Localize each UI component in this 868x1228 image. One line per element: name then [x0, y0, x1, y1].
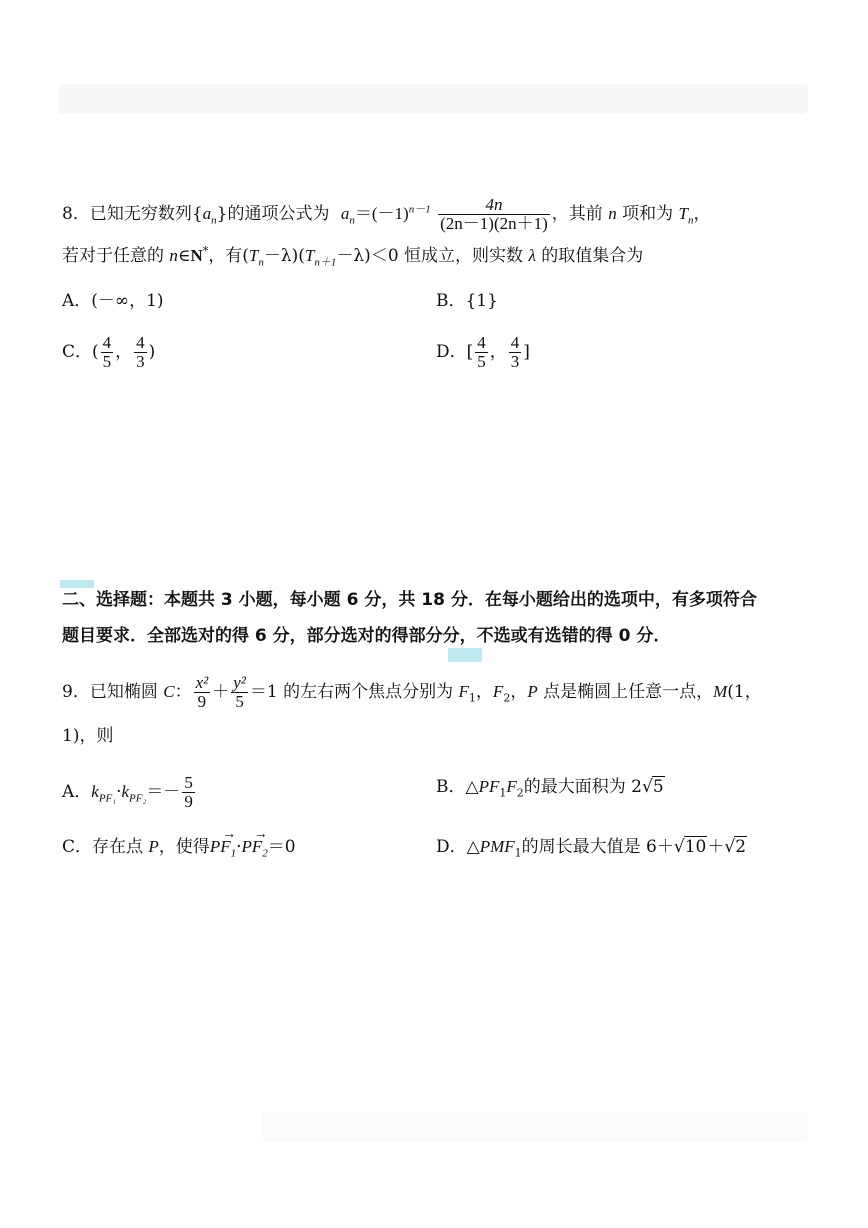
q9-line1: 9．已知椭圆 C： $\frac{\text{x²}}{9}$ ＋ $\frac{\text{y²}}{5}$ ＝1 的左右两个焦点分别为 $F_1$，$F_2$，P 点是椭圆上任意一点，M(1， — [62, 673, 762, 711]
faded-header-strip — [58, 84, 808, 114]
q8-option-b[interactable]: B．{1} — [436, 291, 498, 311]
cyan-mark — [448, 648, 482, 662]
q8-option-d[interactable]: D．[ $\frac{4}{5}$ ， $\frac{4}{3}$ ] — [436, 333, 530, 371]
cyan-mark — [60, 580, 94, 588]
sqrt-symbol: √ — [724, 837, 736, 857]
q9-option-d[interactable]: D．$\triangle PMF_1$的周长最大值是 6＋√10＋√2 — [436, 837, 747, 860]
section2-line1: 二、选择题：本题共 3 小题，每小题 6 分，共 18 分．在每小题给出的选项中，有多项符合 — [62, 590, 757, 610]
vector-pf1: → $PF_1$ — [210, 834, 236, 860]
q9-option-a[interactable]: A．$k_{PF_1}\cdot k_{PF_2}=-$ $\frac{5}{9}$ — [62, 773, 193, 811]
q9-line2: 1)，则 — [62, 726, 114, 746]
faded-footer-strip — [262, 1112, 808, 1142]
q8-line2: 若对于任意的 n∈N*，有$(T_n-\lambda)(T_{n+1}-\lambda)<0$ 恒成立，则实数 λ 的取值集合为 — [62, 244, 644, 269]
sqrt-symbol: √ — [641, 777, 653, 797]
q8-line1: 8．已知无穷数列$\{a_n\}$的通项公式为 $a_n=(-1)^{n-1}$ $\frac{4n}{(2n-1)(2n+1)}$ ，其前 n 项和为 $T_n$， — [62, 195, 711, 233]
q9-option-b[interactable]: B．$\triangle PF_1F_2$的最大面积为 2√5 — [436, 777, 664, 800]
q8-formula-fraction: $\frac{4n}{(2n-1)(2n+1)}$ — [440, 195, 548, 233]
section2-line2: 题目要求．全部选对的得 6 分，部分选对的得部分分，不选或有选错的得 0 分． — [62, 626, 671, 646]
sqrt-symbol: √ — [673, 837, 685, 857]
q9-option-c[interactable]: C．存在点 P，使得→ $PF_1\cdot\to PF_2=0$ — [62, 834, 296, 860]
q8-option-a[interactable]: A．(－∞，1) — [62, 291, 164, 311]
vector-pf2: → $PF_2$ — [242, 834, 268, 860]
q8-option-c[interactable]: C．( $\frac{4}{5}$ ， $\frac{4}{3}$ ) — [62, 333, 156, 371]
